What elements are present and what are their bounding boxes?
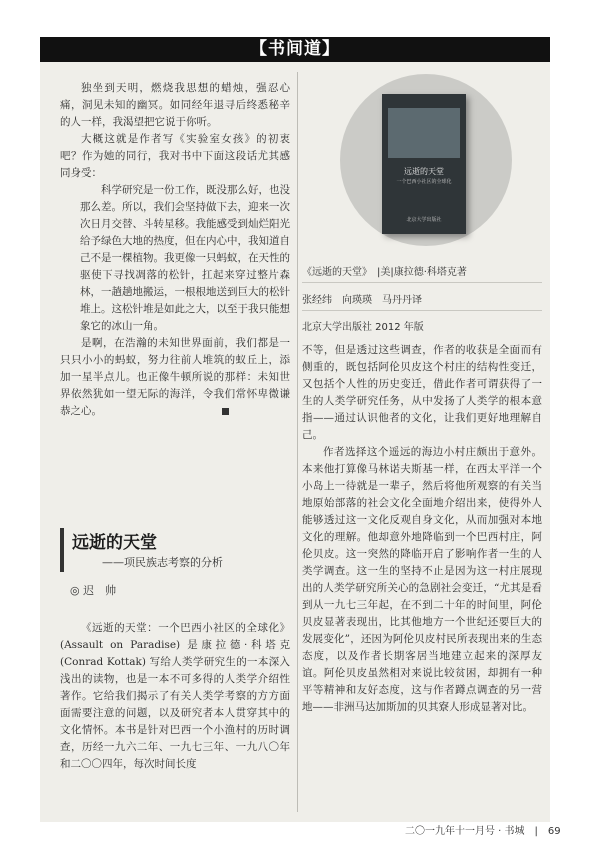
- column-divider: [297, 72, 298, 812]
- article-title: 远逝的天堂: [72, 533, 157, 553]
- book-cover-art: [388, 108, 460, 158]
- book-cover-publisher: 北京大学出版社: [406, 217, 442, 223]
- book-cover-subtitle: 一个巴西小社区的全球化: [396, 179, 452, 185]
- book-info-translators: 张经纬 向瑛瑛 马丹丹译: [302, 295, 422, 306]
- book-cover-title: 远逝的天堂: [404, 167, 444, 176]
- book-info-title-author: 《远逝的天堂》 |美|康拉德·科塔克著: [302, 267, 467, 278]
- article-body-right: [302, 342, 542, 716]
- article-author: ◎ 迟 帅: [70, 584, 117, 597]
- paragraph: 不等，但是透过这些调查，作者的收获是全面而有侧重的，既包括阿伦贝皮这个村庄的结构性变迁，又包括个人性的历史变迁，借此作者可谓获得了一生的人类学研究任务，从中发扬了人类学的根本意指——通过认识他者的文化，让我们更好地理解自己。: [302, 344, 542, 441]
- info-divider: [302, 310, 542, 311]
- heading-bar: [60, 528, 64, 572]
- book-info-publisher: 北京大学出版社 2012 年版: [302, 322, 424, 333]
- book-cover-image: [382, 94, 466, 234]
- end-mark-icon: [222, 408, 229, 415]
- paragraph: 大概这就是作者写《实验室女孩》的初衷吧？作为她的同行，我对书中下面这段话尤其感同身受：: [60, 133, 290, 179]
- block-quote: 科学研究是一份工作，既没那么好，也没那么差。所以，我们会坚持做下去，迎来一次次日月交替、斗转星移。我能感受到灿烂阳光给予绿色大地的热度，但在内心中，我知道自己不是一棵植物。我更像一只蚂蚁，在天性的驱使下寻找凋落的松针，扛起来穿过整片森林，一趟趟地搬运，一根根地送到巨大的松针堆上。这松针堆是如此之大，以至于我只能想象它的冰山一角。: [80, 184, 290, 332]
- paragraph: 《远逝的天堂：一个巴西小社区的全球化》(Assault on Paradise) 是康拉德·科塔克 (Conrad Kottak) 写给人类学研究生的一本深入浅出的读物，也是一本不可多得的人类学介绍性著作。它给我们揭示了有关人类学考察的方方面面需要注意的问题，以及研究者本人贯穿其中的文化情怀。本书是针对巴西一个小渔村的历时调查，历经一九六二年、一九七三年、一九八〇年和二〇〇四年，每次时间长度: [60, 622, 290, 770]
- paragraph-text: 是啊，在浩瀚的未知世界面前，我们都是一只只小小的蚂蚁，努力往前人堆筑的蚁丘上，添加一星半点儿。也正像牛顿所说的那样：未知世界依然犹如一望无际的海洋，令我们常怀卑微谦恭之心。: [60, 337, 290, 417]
- info-divider: [302, 282, 542, 283]
- page-footer: 二〇一九年十一月号 · 书城 | 69: [405, 826, 561, 837]
- paragraph: [60, 335, 290, 420]
- article-subtitle: ——项民族志考察的分析: [102, 556, 223, 569]
- previous-article-text: [60, 80, 290, 420]
- paragraph: 作者选择这个遥远的海边小村庄颇出于意外。本来他打算像马林诺夫斯基一样，在西太平洋一个小岛上一待就是一辈子，然后将他所观察的有关当地原始部落的社会文化全面地介绍出来，使得外人能够透过这一文化反观自身文化，从而加强对本地文化的理解。他却意外地降临到一个巴西村庄，阿伦贝皮。这一突然的降临开启了影响作者一生的人类学调查。这一生的坚持不止是因为这一村庄展现出的人类学研究所关心的急剧社会变迁，“尤其是看到从一九七三年起，在不到二十年的时间里，阿伦贝皮显著表现出，比其他地方一个世纪还要巨大的发展变化”，还因为阿伦贝皮村民所表现出来的生态态度，以及作者长期客居当地建立起来的深厚友谊。阿伦贝皮虽然相对来说比较贫困，却拥有一种平等精神和友好态度，这与作者蹲点调查的另一营地——非洲马达加斯加的贝其寮人形成显著对比。: [302, 446, 542, 713]
- section-header-title: 【书间道】: [250, 39, 340, 59]
- paragraph: 独坐到天明，燃烧我思想的蜡烛，强忍心痛，洞见未知的幽冥。如同经年退寻后终悉秘辛的人一样，我渴望把它说于你听。: [60, 82, 290, 128]
- article-body-left: [60, 620, 290, 773]
